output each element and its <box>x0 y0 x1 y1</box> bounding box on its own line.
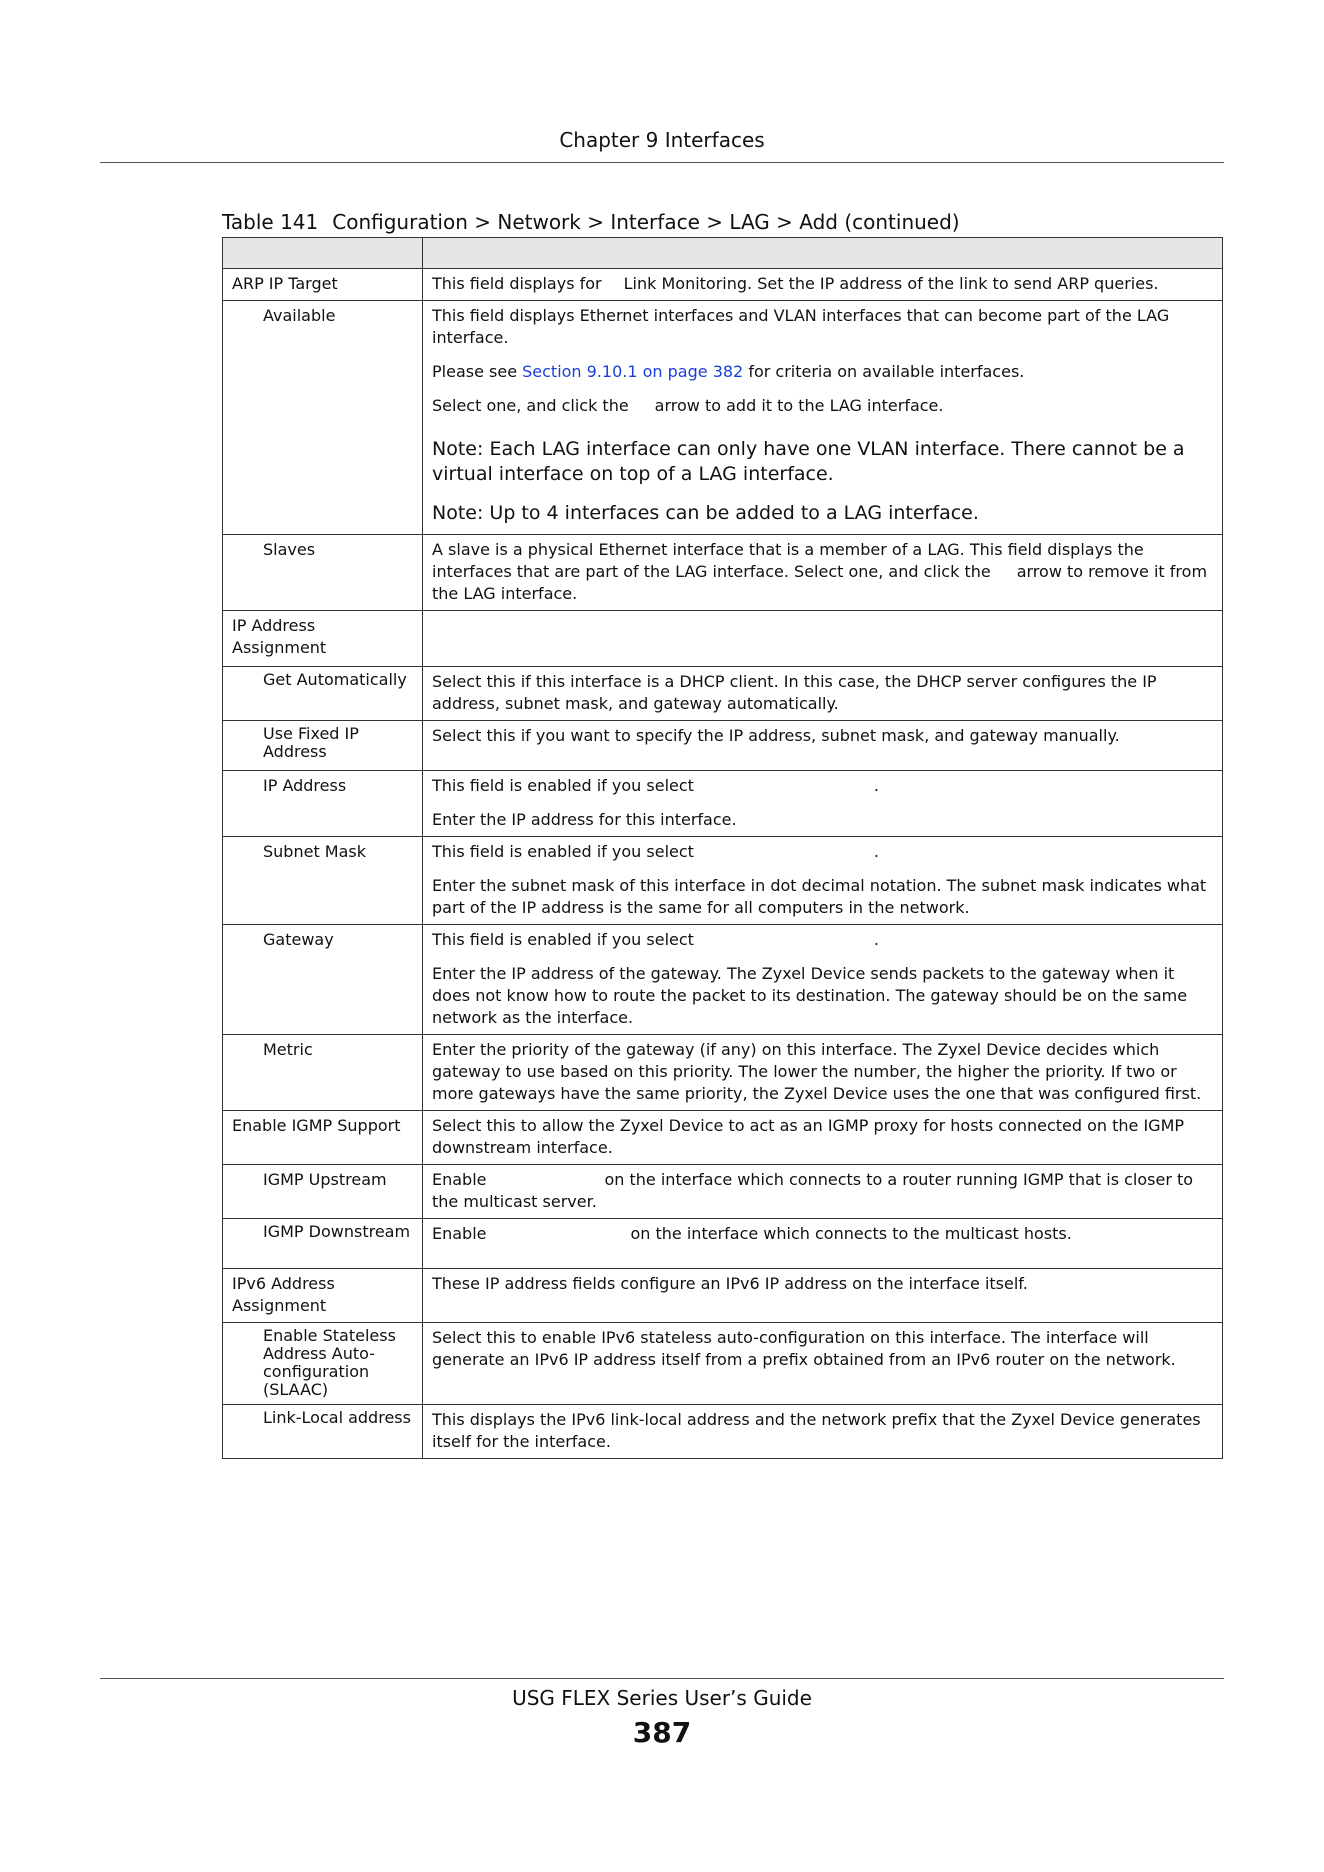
description-text-end: . <box>873 776 880 795</box>
row-label <box>223 1219 423 1269</box>
table-row <box>223 837 1223 925</box>
row-label <box>223 1405 423 1459</box>
table-row <box>223 1111 1223 1165</box>
row-label: IP Address <box>223 771 423 837</box>
row-description <box>423 837 1223 925</box>
description-text-end: on the interface which connects to the multicast hosts. <box>630 1224 1072 1243</box>
page-number: 387 <box>632 1716 692 1749</box>
table-row <box>223 535 1223 611</box>
description-text <box>432 929 1214 951</box>
description-text-end: for criteria on available interfaces. <box>748 362 1025 381</box>
row-description <box>423 1165 1223 1219</box>
table-caption-number: Table 141 <box>222 210 319 234</box>
table-row <box>223 721 1223 771</box>
row-description <box>423 611 1223 667</box>
description-text <box>432 841 1214 863</box>
row-description: Select this to enable IPv6 stateless auto-configuration on this interface. The interface will generate an IPv6 IP address itself from a prefix obtained from an IPv6 router on the network. <box>423 1323 1223 1405</box>
description-text: This field displays for <box>432 274 602 293</box>
field-description-table <box>222 237 1223 1459</box>
description-text-end: on the interface which connects to a router running IGMP that is closer to the multicast server. <box>432 1170 1194 1211</box>
row-description: Select this to allow the Zyxel Device to act as an IGMP proxy for hosts connected on the IGMP downstream interface. <box>423 1111 1223 1165</box>
description-text-start: This field is enabled if you select <box>432 842 694 861</box>
row-label: Metric <box>223 1035 423 1111</box>
row-label: Gateway <box>223 925 423 1035</box>
row-description <box>423 1219 1223 1269</box>
table-header-row <box>223 238 1223 269</box>
row-label: IPv6 Address Assignment <box>223 1269 423 1323</box>
description-text: Enter the IP address of the gateway. The Zyxel Device sends packets to the gateway when it does not know how to route the packet to its destination. The gateway should be on the same network as the interface. <box>432 964 1188 1027</box>
row-description <box>423 771 1223 837</box>
table-row <box>223 1219 1223 1269</box>
description-text: arrow to remove it from the LAG interface. <box>432 562 1208 603</box>
row-label-text: Enable Stateless Address Auto-configuration (SLAAC) <box>263 1326 396 1399</box>
table-row <box>223 925 1223 1035</box>
row-label-text: Link-Local address <box>263 1408 411 1427</box>
table-row <box>223 1165 1223 1219</box>
description-text-start: Enable <box>432 1170 487 1189</box>
row-description: Select this if you want to specify the IP address, subnet mask, and gateway manually. <box>423 721 1223 771</box>
row-label: Subnet Mask <box>223 837 423 925</box>
row-label-text: IGMP Downstream <box>263 1222 411 1241</box>
table-row <box>223 269 1223 301</box>
row-label: Available <box>223 301 423 535</box>
description-text: This field displays Ethernet interfaces and VLAN interfaces that can become part of the LAG interface. <box>432 306 1170 347</box>
description-text: Enter the subnet mask of this interface in dot decimal notation. The subnet mask indicates what part of the IP address is the same for all computers in the network. <box>432 876 1207 917</box>
table-header-description-cell <box>423 238 1223 269</box>
table-row <box>223 1269 1223 1323</box>
description-text: A slave is a physical Ethernet interface that is a member of a LAG. This field displays the interfaces that are part of the LAG interface. Select one, and click the <box>432 540 1144 581</box>
description-text-start: This field is enabled if you select <box>432 776 694 795</box>
note-label: Note: <box>432 438 484 460</box>
row-label-text: Get Automatically <box>263 670 407 689</box>
description-text-end: . <box>873 842 880 861</box>
table-row <box>223 667 1223 721</box>
row-label-text: Use Fixed IP Address <box>263 724 359 761</box>
description-text <box>432 395 1214 417</box>
row-label <box>223 667 423 721</box>
row-label <box>223 1323 423 1405</box>
row-description <box>423 535 1223 611</box>
chapter-title: Chapter 9 Interfaces <box>559 128 765 152</box>
row-description <box>423 301 1223 535</box>
note-max-interfaces: Note: Up to 4 interfaces can be added to a LAG interface. <box>432 502 979 524</box>
note-text: Each LAG interface can only have one VLAN interface. There cannot be a virtual interface on top of a LAG interface. <box>432 438 1185 485</box>
row-label: IP Address Assignment <box>223 611 423 667</box>
row-description: This displays the IPv6 link-local address and the network prefix that the Zyxel Device generates itself for the interface. <box>423 1405 1223 1459</box>
table-row <box>223 1323 1223 1405</box>
row-description <box>423 269 1223 301</box>
header-rule <box>100 162 1224 163</box>
guide-title: USG FLEX Series User’s Guide <box>512 1686 812 1710</box>
row-label: Enable IGMP Support <box>223 1111 423 1165</box>
table-header-label-cell <box>223 238 423 269</box>
description-text-end: arrow to add it to the LAG interface. <box>654 396 944 415</box>
description-text-start: Enable <box>432 1224 487 1243</box>
table-row <box>223 611 1223 667</box>
description-text-start: Select one, and click the <box>432 396 629 415</box>
description-text <box>432 361 1214 383</box>
table-row <box>223 301 1223 535</box>
section-link[interactable]: Section 9.10.1 on page 382 <box>522 362 744 381</box>
table-caption-text: Configuration > Network > Interface > LAG > Add (continued) <box>332 210 960 234</box>
row-description: These IP address fields configure an IPv6 IP address on the interface itself. <box>423 1269 1223 1323</box>
description-text-end: . <box>873 930 880 949</box>
description-text-start: Please see <box>432 362 518 381</box>
row-label <box>223 721 423 771</box>
row-label: ARP IP Target <box>223 269 423 301</box>
description-text <box>432 775 1214 797</box>
description-text-start: This field is enabled if you select <box>432 930 694 949</box>
table-row <box>223 1405 1223 1459</box>
description-text: Link Monitoring. Set the IP address of the link to send ARP queries. <box>623 274 1159 293</box>
row-description <box>423 925 1223 1035</box>
row-label: Slaves <box>223 535 423 611</box>
row-label: IGMP Upstream <box>223 1165 423 1219</box>
row-description: Select this if this interface is a DHCP client. In this case, the DHCP server configures the IP address, subnet mask, and gateway automatically. <box>423 667 1223 721</box>
row-description: Enter the priority of the gateway (if any) on this interface. The Zyxel Device decides which gateway to use based on this priority. The lower the number, the higher the priority. If two or more gateways have the same priority, the Zyxel Device uses the one that was configured first. <box>423 1035 1223 1111</box>
note-vlan <box>432 437 1214 487</box>
description-text: Enter the IP address for this interface. <box>432 810 737 829</box>
table-row <box>223 1035 1223 1111</box>
table-row <box>223 771 1223 837</box>
table-caption <box>222 210 960 234</box>
